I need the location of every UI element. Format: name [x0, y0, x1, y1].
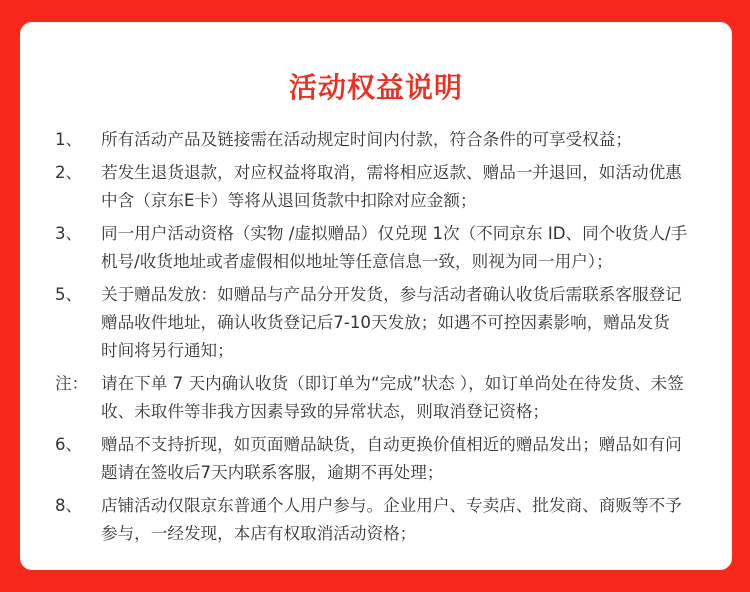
rule-text-line: 机号/收货地址或者虚假相似地址等任意信息一致，则视为同一用户）；	[101, 252, 613, 271]
rule-text-line: 请在下单 7 天内确认收货（即订单为“完成”状态 ），如订单尚处在待发货、未签	[101, 374, 684, 393]
rule-text-line: 若发生退货退款，对应权益将取消，需将相应返款、赠品一并退回，如活动优惠	[101, 163, 682, 182]
rule-item-5	[55, 281, 719, 365]
rule-text-line: 同一用户活动资格（实物 /虚拟赠品）仅兑现 1次（不同京东 ID、同个收货人/手	[101, 224, 688, 243]
rule-text-line: 时间将另行通知；	[101, 341, 234, 360]
rule-number: 8、	[55, 496, 83, 515]
rule-text-line: 店铺活动仅限京东普通个人用户参与。企业用户、专卖店、批发商、商贩等不予	[101, 496, 682, 515]
rule-item-6	[55, 431, 719, 487]
rule-item-1	[55, 126, 719, 154]
rule-text-line: 赠品不支持折现，如页面赠品缺货，自动更换价值相近的赠品发出；赠品如有问	[101, 435, 682, 454]
rule-text-line: 收、未取件等非我方因素导致的异常状态，则取消登记资格；	[101, 402, 550, 421]
rule-item-3	[55, 220, 719, 276]
rule-number: 2、	[55, 163, 83, 182]
rule-text-line: 中含（京东E卡）等将从退回货款中扣除对应金额；	[101, 191, 477, 210]
rule-number: 1、	[55, 130, 83, 149]
rule-text-line: 赠品收件地址，确认收货登记后7-10天发放；如遇不可控因素影响，赠品发货	[101, 313, 670, 332]
rules-list	[55, 126, 719, 548]
rule-number: 6、	[55, 435, 83, 454]
rule-text-line: 题请在签收后7天内联系客服，逾期不再处理；	[101, 463, 444, 482]
rule-item-note	[55, 370, 719, 426]
rule-item-8	[55, 492, 719, 548]
rule-number: 3、	[55, 224, 83, 243]
rule-number: 5、	[55, 285, 83, 304]
rule-item-2	[55, 159, 719, 215]
rule-number: 注：	[55, 374, 89, 393]
rule-text-line: 关于赠品发放：如赠品与产品分开发货，参与活动者确认收货后需联系客服登记	[101, 285, 682, 304]
rule-text-line: 参与，一经发现，本店有权取消活动资格；	[101, 524, 417, 543]
page-title: 活动权益说明	[288, 71, 463, 104]
rule-text-line: 所有活动产品及链接需在活动规定时间内付款，符合条件的可享受权益；	[101, 130, 632, 149]
rules-card	[20, 22, 732, 570]
